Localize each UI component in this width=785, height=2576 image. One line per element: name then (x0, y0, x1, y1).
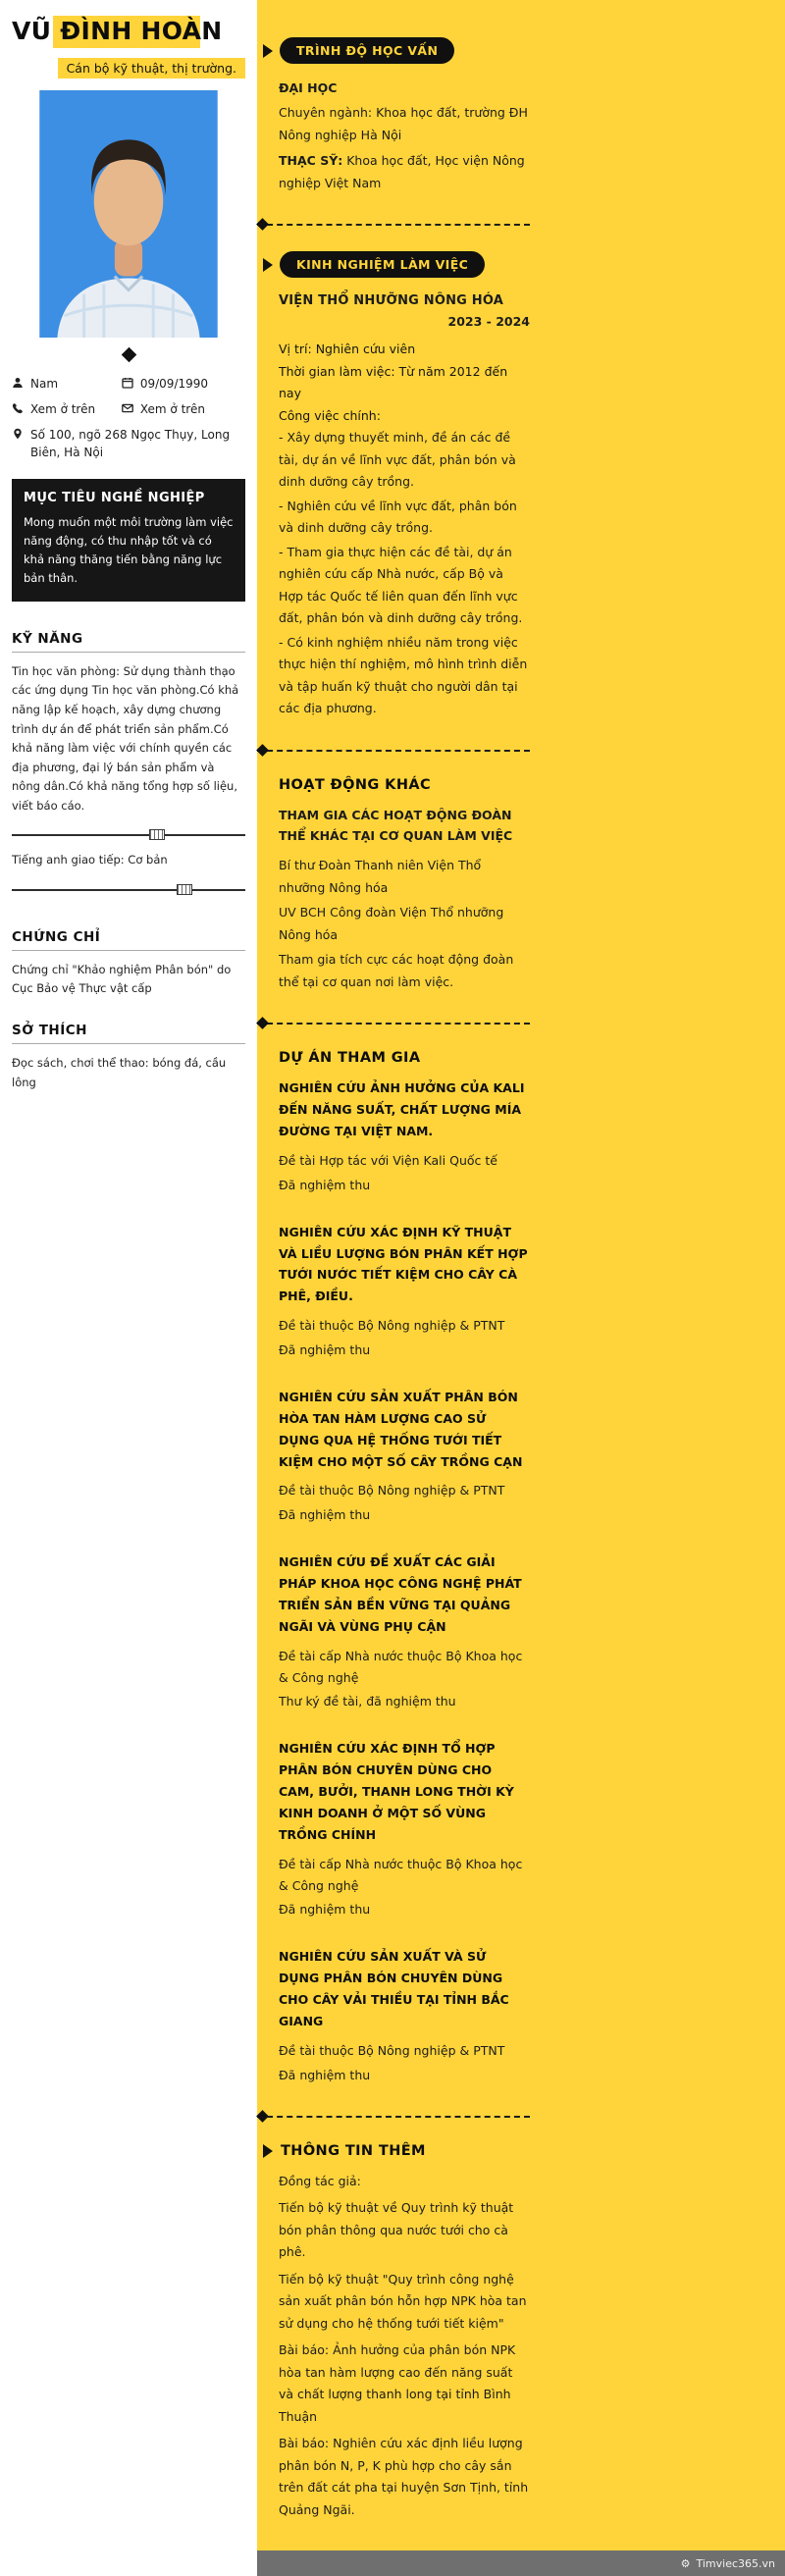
section-divider (257, 2116, 530, 2118)
tasks-label: Công việc chính: (279, 407, 381, 423)
task-item: - Xây dựng thuyết minh, đề án các đề tài, dự án về lĩnh vực đất, phân bón và dinh dưỡng cây trồng. (279, 430, 516, 490)
divider-diamond-icon (256, 2110, 269, 2123)
certificates-heading: CHỨNG CHỈ (12, 929, 245, 951)
slider-handle[interactable] (149, 829, 165, 840)
task-item: - Có kinh nghiệm nhiều năm trong việc thực hiện thí nghiệm, mô hình trình diễn và tập huấn kỹ thuật cho người dân tại các địa phương. (279, 634, 528, 716)
master-line (279, 150, 530, 194)
position-line: Vị trí: Nghiên cứu viên (279, 342, 416, 357)
section-arrow-icon (263, 2144, 273, 2158)
section-arrow-icon (263, 44, 273, 58)
project-item (279, 1551, 530, 1712)
email-value: Xem ở trên (139, 401, 205, 416)
project-note: Đề tài thuộc Bộ Nông nghiệp & PTNT (279, 1483, 505, 1498)
birthday-row (122, 376, 245, 393)
office-skill-slider (12, 827, 245, 843)
email-row (122, 401, 245, 418)
project-title: NGHIÊN CỨU XÁC ĐỊNH KỸ THUẬT VÀ LIỀU LƯỢNG BÓN PHÂN KẾT HỢP TƯỚI NƯỚC TIẾT KIỆM CHO CÂY CÀ PHÊ, ĐIỀU. (279, 1224, 528, 1304)
portrait-illustration (39, 90, 218, 338)
activities-section (279, 777, 530, 994)
user-icon (12, 377, 24, 389)
address-row (12, 427, 245, 461)
project-title: NGHIÊN CỨU SẢN XUẤT VÀ SỬ DỤNG PHÂN BÓN CHUYÊN DÙNG CHO CÂY VẢI THIỀU TẠI TỈNH BẮC GIANG (279, 1949, 509, 2028)
footer-brand[interactable]: Timviec365.vn (696, 2556, 775, 2570)
left-column (0, 0, 257, 2576)
activities-title: THAM GIA CÁC HOẠT ĐỘNG ĐOÀN THỂ KHÁC TẠI CƠ QUAN LÀM VIỆC (279, 807, 513, 844)
master-detail: Khoa học đất, Học viện Nông nghiệp Việt Nam (279, 153, 525, 190)
job-title: Cán bộ kỹ thuật, thị trường. (58, 58, 245, 79)
hobbies-text: Đọc sách, chơi thể thao: bóng đá, cầu lông (12, 1055, 227, 1089)
skills-english-text: Tiếng anh giao tiếp: Cơ bản (12, 853, 168, 867)
activity-item: Tham gia tích cực các hoạt động đoàn thể tại cơ quan nơi làm việc. (279, 952, 514, 989)
project-item (279, 1946, 530, 2085)
project-title: NGHIÊN CỨU XÁC ĐỊNH TỔ HỢP PHÂN BÓN CHUYÊN DÙNG CHO CAM, BƯỞI, THANH LONG THỜI KỲ KINH DOANH Ở MỘT SỐ VÙNG TRỒNG CHÍNH (279, 1741, 514, 1842)
english-skill-slider (12, 882, 245, 898)
phone-row (12, 401, 122, 418)
company-name: VIỆN THỔ NHƯỠNG NÔNG HÓA (279, 293, 504, 309)
birthday-value: 09/09/1990 (139, 376, 209, 391)
projects-heading: DỰ ÁN THAM GIA (279, 1050, 421, 1067)
task-item: - Tham gia thực hiện các đề tài, dự án nghiên cứu cấp Nhà nước, cấp Bộ và Hợp tác Quốc tế liên quan đến lĩnh vực đất, phân bón và dinh dưỡng cây trồng. (279, 544, 523, 626)
more-info-line: Tiến bộ kỹ thuật "Quy trình công nghệ sản xuất phân bón hỗn hợp NPK hòa tan sử dụng cho hệ thống tưới tiết kiệm" (279, 2271, 527, 2331)
project-status: Đã nghiệm thu (279, 1902, 371, 1918)
objective-heading: MỤC TIÊU NGHỀ NGHIỆP (24, 491, 205, 506)
university-label: ĐẠI HỌC (279, 80, 338, 95)
divider-diamond-icon (256, 1017, 269, 1029)
section-divider (257, 1023, 530, 1025)
master-label: THẠC SỸ: (279, 153, 343, 169)
education-heading: TRÌNH ĐỘ HỌC VẤN (280, 37, 454, 64)
slider-track (12, 834, 245, 836)
calendar-icon (122, 377, 133, 389)
project-item (279, 1387, 530, 1526)
project-item (279, 1078, 530, 1195)
gender-row (12, 376, 122, 393)
work-period: 2023 - 2024 (447, 314, 530, 330)
location-icon (12, 428, 24, 440)
mail-icon (122, 402, 133, 414)
more-info-line: Bài báo: Ảnh hưởng của phân bón NPK hòa tan hàm lượng cao đến năng suất và chất lượng thanh long tại tỉnh Bình Thuận (279, 2342, 516, 2424)
section-arrow-icon (263, 258, 273, 272)
diamond-marker (121, 346, 136, 362)
activity-item: UV BCH Công đoàn Viện Thổ nhưỡng Nông hóa (279, 905, 504, 942)
slider-handle[interactable] (177, 884, 192, 895)
more-info-section (279, 2143, 530, 2522)
phone-value: Xem ở trên (30, 401, 96, 416)
project-note: Đề tài cấp Nhà nước thuộc Bộ Khoa học & Công nghệ (279, 1648, 523, 1685)
profile-photo (39, 90, 218, 338)
project-title: NGHIÊN CỨU ẢNH HƯỞNG CỦA KALI ĐẾN NĂNG SUẤT, CHẤT LƯỢNG MÍA ĐƯỜNG TẠI VIỆT NAM. (279, 1080, 525, 1139)
university-detail: Chuyên ngành: Khoa học đất, trường ĐH Nông nghiệp Hà Nội (279, 105, 528, 142)
more-info-heading: THÔNG TIN THÊM (281, 2142, 426, 2159)
address-value: Số 100, ngõ 268 Ngọc Thụy, Long Biên, Hà Nội (30, 428, 231, 459)
objective-text: Mong muốn một môi trường làm việc năng động, có thu nhập tốt và có khả năng thăng tiến bằng năng lực bản thân. (24, 515, 234, 585)
phone-icon (12, 402, 24, 414)
project-status: Đã nghiệm thu (279, 1342, 371, 1358)
slider-track (12, 889, 245, 891)
experience-section (279, 251, 530, 719)
project-item (279, 1222, 530, 1361)
candidate-name: VŨ ĐÌNH HOÀN (12, 16, 245, 48)
activity-item: Bí thư Đoàn Thanh niên Viện Thổ nhưỡng Nông hóa (279, 858, 482, 895)
section-divider (257, 224, 530, 226)
objective-section (12, 479, 245, 602)
task-item: - Nghiên cứu về lĩnh vực đất, phân bón và dinh dưỡng cây trồng. (279, 498, 517, 536)
more-info-line: Đồng tác giả: (279, 2173, 361, 2188)
divider-diamond-icon (256, 744, 269, 757)
section-divider (257, 750, 530, 752)
education-section (279, 37, 530, 194)
project-title: NGHIÊN CỨU ĐỀ XUẤT CÁC GIẢI PHÁP KHOA HỌC CÔNG NGHỆ PHÁT TRIỂN SẢN BỀN VỮNG TẠI QUẢNG NGÃI VÀ VÙNG PHỤ CẬN (279, 1554, 522, 1634)
project-status: Thư ký đề tài, đã nghiệm thu (279, 1694, 456, 1709)
skills-office-text: Tin học văn phòng: Sử dụng thành thạo các ứng dụng Tin học văn phòng.Có khả năng lập kế hoạch, xây dựng chương trình dự án để phát triển sản phẩm.Có khả năng làm việc với chính quyền các địa phương, đại lý bán sản phẩm và nông dân.Có khả năng tổng hợp số liệu, viết báo cáo. (12, 663, 239, 813)
skills-heading: KỸ NĂNG (12, 631, 245, 653)
project-item (279, 1738, 530, 1920)
gender-value: Nam (30, 376, 59, 391)
project-status: Đã nghiệm thu (279, 1177, 371, 1192)
project-status: Đã nghiệm thu (279, 2067, 371, 2082)
right-column (257, 0, 785, 2576)
experience-heading: KINH NGHIỆM LÀM VIỆC (280, 251, 485, 278)
more-info-line: Bài báo: Nghiên cứu xác định liều lượng phân bón N, P, K phù hợp cho cây sắn trên đất cát pha tại huyện Sơn Tịnh, tỉnh Quảng Ngãi. (279, 2436, 529, 2517)
more-info-line: Tiến bộ kỹ thuật về Quy trình kỹ thuật bón phân thông qua nước tưới cho cà phê. (279, 2200, 514, 2260)
projects-section (279, 1050, 530, 2085)
footer-bar (257, 2550, 785, 2576)
contact-info (12, 376, 245, 462)
divider-diamond-icon (256, 218, 269, 231)
activities-heading: HOẠT ĐỘNG KHÁC (279, 776, 432, 793)
project-status: Đã nghiệm thu (279, 1507, 371, 1523)
project-note: Đề tài cấp Nhà nước thuộc Bộ Khoa học & Công nghệ (279, 1856, 523, 1893)
footer-logo-icon: ⚙ (680, 2556, 691, 2570)
project-note: Đề tài Hợp tác với Viện Kali Quốc tế (279, 1152, 497, 1168)
project-note: Đề tài thuộc Bộ Nông nghiệp & PTNT (279, 1318, 505, 1334)
certificates-text: Chứng chỉ "Khảo nghiệm Phân bón" do Cục Bảo vệ Thực vật cấp (12, 962, 232, 996)
hobbies-heading: SỞ THÍCH (12, 1023, 245, 1044)
project-note: Đề tài thuộc Bộ Nông nghiệp & PTNT (279, 2042, 505, 2058)
right-content (279, 37, 530, 2521)
project-title: NGHIÊN CỨU SẢN XUẤT PHÂN BÓN HÒA TAN HÀM LƯỢNG CAO SỬ DỤNG QUA HỆ THỐNG TƯỚI TIẾT KIỆM CHO MỘT SỐ CÂY TRỒNG CẠN (279, 1389, 523, 1469)
duration-line: Thời gian làm việc: Từ năm 2012 đến nay (279, 363, 508, 401)
